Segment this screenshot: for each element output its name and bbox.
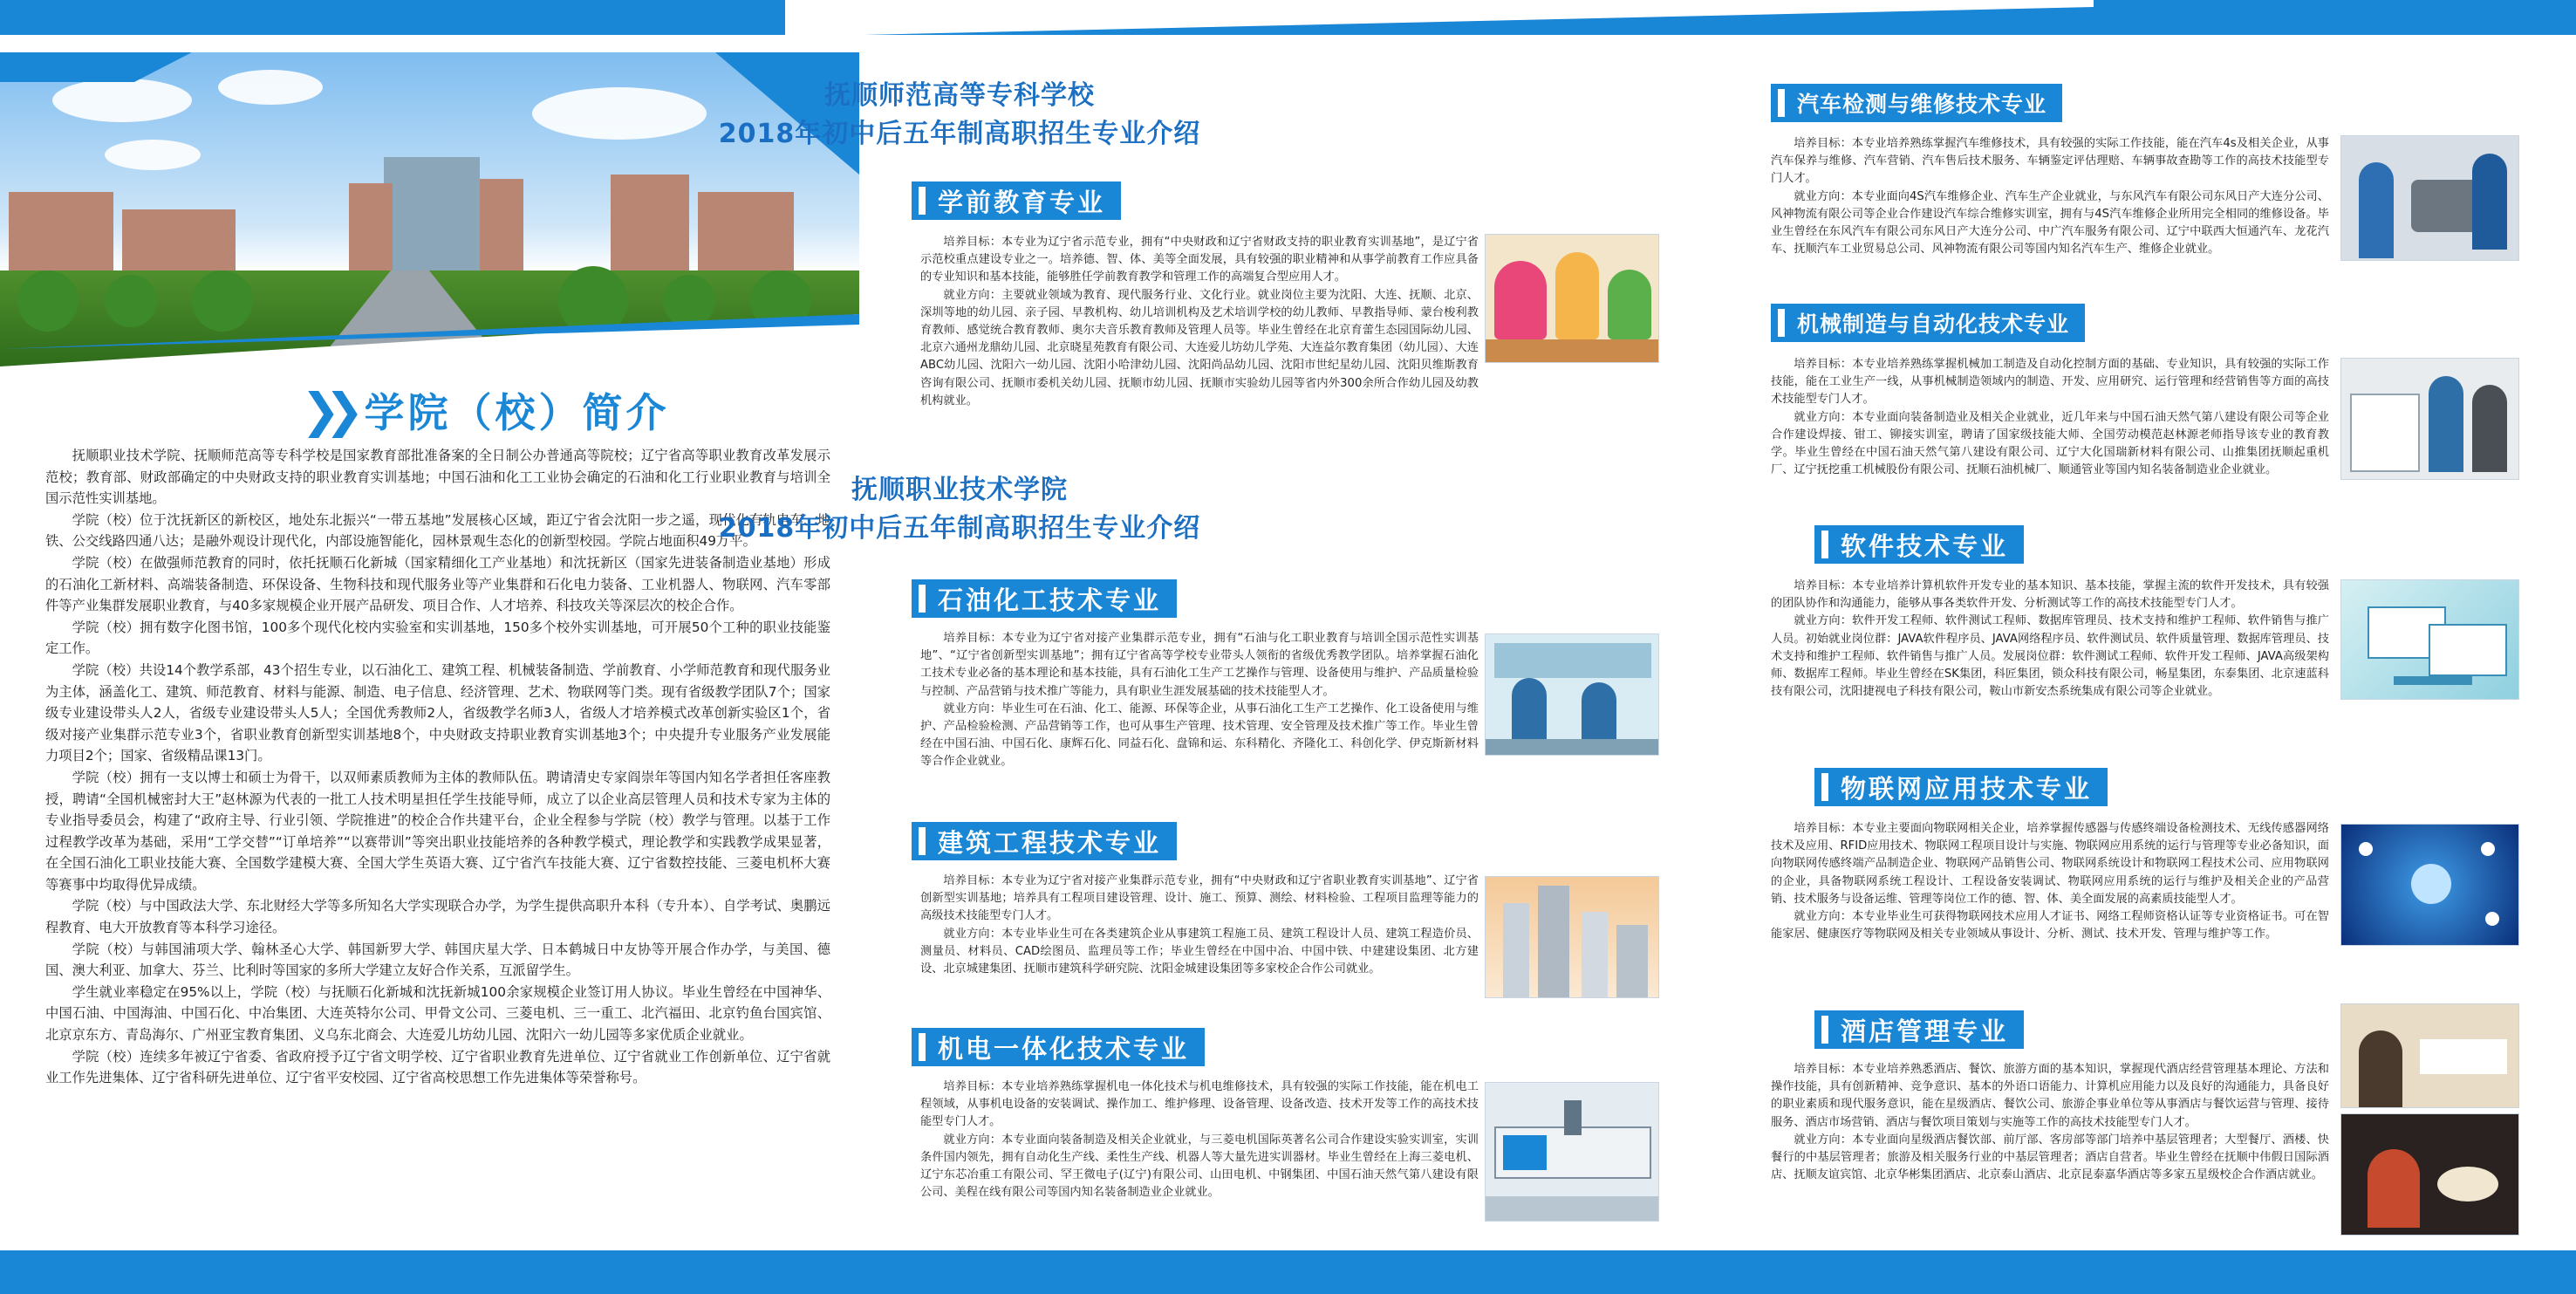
top-banner-wedge — [785, 0, 2094, 35]
major-auto-text — [1771, 135, 2329, 258]
intro-paragraph: 学院（校）位于沈抚新区的新校区，地处东北振兴“一带五基地”发展核心区域，距辽宁省会沈阳一步之遥，现代化有轨电车、地铁、公交线路四通八达；是融外观设计现代化，内部设施智能化，园林景观生态化的创新型校园。学院占地面积49万平。 — [45, 511, 830, 550]
headline-line: 2018年初中后五年制高职招生专业介绍 — [718, 513, 1201, 544]
iot-photo — [2340, 824, 2519, 946]
hotel-photo-1 — [2340, 1003, 2519, 1108]
major-preschool — [912, 181, 1121, 220]
petrochemical-photo — [1485, 633, 1659, 756]
major-paragraph: 就业方向：主要就业领域为教育、现代服务行业、文化行业。就业岗位主要为沈阳、大连、抚顺、北京、深圳等地的幼儿园、亲子园、早教机构、幼儿培训机构及艺术培训学校的幼儿教师、早教指导师、蒙台梭利教育教师、感觉统合教育教师、奥尔夫音乐教育教师及管理人员等。毕业生曾经在北京育蕾生态园国际幼儿园、北京六通州龙鼎幼儿园、北京晓星苑教育有限公司、大连爱儿坊幼儿学苑、大连益尔教育集团（幼儿园）、大连ABC幼儿园、沈阳六一幼儿园、沈阳小哈津幼儿园、沈阳尚品幼儿园、沈阳市世纪星幼儿园、沈阳贝维斯教育咨询有限公司、抚顺市委机关幼儿园、抚顺市幼儿园、抚顺市实验幼儿园等省内外300余所合作幼儿园及幼教机构就业。 — [920, 288, 1479, 407]
major-tag: 机械制造与自动化技术专业 — [1771, 304, 2085, 342]
intro-paragraph: 学生就业率稳定在95%以上，学院（校）与抚顺石化新城和沈抚新城100余家规模企业签订用人协议。毕业生曾经在中国神华、中国石油、中国海油、中国石化、中冶集团、大连英特尔公司、甲骨文公司、三菱电机、三一重工、北汽福田、北京钓鱼台国宾馆、北京京东方、青岛海尔、广州亚宝教育集团、义乌东北商会、大连爱儿坊幼儿园、沈阳六一幼儿园等多家优质企业就业。 — [45, 983, 830, 1044]
major-paragraph: 就业方向：本专业毕业生可获得物联网技术应用人才证书、网络工程师资格认证等专业资格证书。可在智能家居、健康医疗等物联网及相关专业领域从事设计、分析、测试、技术开发、管理与维护等工作。 — [1771, 910, 2329, 941]
major-hotel — [1814, 1010, 2024, 1049]
top-banner-bar — [0, 0, 2576, 35]
major-petrochemical-text — [920, 630, 1479, 771]
major-paragraph: 培养目标：本专业培养熟练掌握机械加工制造及自动化控制方面的基础、专业知识，具有较强的实际工作技能，能在工业生产一线，从事机械制造领域内的制造、开发、应用研究、运行管理和经营销售等方面的高技术技能型专门人才。 — [1771, 358, 2329, 407]
major-construction-text — [920, 873, 1479, 978]
construction-photo — [1485, 876, 1659, 998]
major-mechatronics-text — [920, 1078, 1479, 1202]
major-machinery — [1771, 304, 2085, 342]
headline-line: 2018年初中后五年制高职招生专业介绍 — [718, 119, 1201, 149]
major-mechatronics — [912, 1028, 1205, 1066]
major-software-text — [1771, 578, 2329, 701]
auto-photo — [2340, 135, 2519, 261]
vocational-college-headline — [584, 471, 1335, 548]
major-paragraph: 培养目标：本专业为辽宁省示范专业，拥有“中央财政和辽宁省财政支持的职业教育实训基地”，是辽宁省示范校重点建设专业之一。培养德、智、体、美等全面发展，具有较强的职业精神和从事学前教育工作应具备的专业知识和基本技能，能够胜任学前教育教学和管理工作的高端复合型应用人才。 — [920, 236, 1479, 284]
major-preschool-text — [920, 234, 1479, 410]
intro-paragraph: 学院（校）在做强师范教育的同时，依托抚顺石化新城（国家精细化工产业基地）和沈抚新区（国家先进装备制造业基地）形成的石油化工新材料、高端装备制造、环保设备、生物科技和现代服务业等产业集群和石化电力装备、工业机器人、物联网、汽车零部件等产业集群发展职业教育，与40多家规模企业开展产品研发、项目合作、人才培养、科技攻关等深层次的校企合作。 — [45, 554, 830, 614]
major-auto — [1771, 84, 2062, 122]
headline-line: 抚顺师范高等专科学校 — [824, 80, 1095, 111]
hotel-photo-2 — [2340, 1113, 2519, 1236]
major-paragraph: 就业方向：本专业毕业生可在各类建筑企业从事建筑工程施工员、建筑工程设计人员、建筑工程造价员、测量员、材料员、CAD绘图员、监理员等工作；毕业生曾经在中国中冶、中国中铁、中建建设集团、北方建设、北京城建集团、抚顺市建筑科学研究院、沈阳金城建设集团等多家校企合作公司就业。 — [920, 927, 1479, 976]
major-hotel-text — [1771, 1061, 2329, 1184]
major-paragraph: 就业方向：本专业面向星级酒店餐饮部、前厅部、客房部等部门培养中基层管理者；大型餐厅、酒楼、快餐行的中基层管理者；旅游及相关服务行业的中基层管理者；酒店自营者。毕业生曾经在抚顺中伟假日国际酒店、抚顺友谊宾馆、北京华彬集团酒店、北京泰山酒店、北京昆泰嘉华酒店等多家五星级校企合作酒店就业。 — [1771, 1133, 2329, 1182]
major-paragraph: 培养目标：本专业培养熟悉酒店、餐饮、旅游方面的基本知识，掌握现代酒店经营管理基本理论、方法和操作技能，具有创新精神、竞争意识、基本的外语口语能力、计算机应用能力以及良好的沟通能力，具备良好的职业素质和现代服务意识，能在星级酒店、餐饮公司、旅游企事业单位等从事酒店与餐饮运营与管理、接待服务、酒店市场营销、酒店与餐饮项目策划与实施等工作的高技术技能型专门人才。 — [1771, 1063, 2329, 1129]
major-paragraph: 培养目标：本专业为辽宁省对接产业集群示范专业，拥有“中央财政和辽宁省职业教育实训基地”、辽宁省创新型实训基地；培养具有工程项目建设管理、设计、施工、预算、测绘、材料检验、工程项目监理等能力的高级技术技能型专门人才。 — [920, 874, 1479, 923]
school-intro-title: 学院（校）简介 — [364, 389, 670, 436]
major-tag: 酒店管理专业 — [1814, 1010, 2024, 1049]
mechatronics-photo — [1485, 1082, 1659, 1222]
major-paragraph: 培养目标：本专业为辽宁省对接产业集群示范专业，拥有“石油与化工职业教育与培训全国示范性实训基地”、“辽宁省创新型实训基地”；拥有辽宁省高等学校专业带头人领衔的省级优秀教学团队。培养掌握石油化工技术专业必备的基本理论和基本技能，具有石油化工生产工艺操作与管理、设备使用与维护、产品质量检验与控制、产品营销与技术推广等能力，具有职业生涯发展基础的技术技能型人才。 — [920, 632, 1479, 698]
major-paragraph: 就业方向：软件开发工程师、软件测试工程师、数据库管理员、技术支持和维护工程师、软件销售与推广人员。初始就业岗位群：JAVA软件程序员、JAVA网络程序员、软件测试员、软件质量管理、数据库管理员、技术支持和维护工程师、软件销售与推广人员。发展岗位群：软件测试工程师、软件开发工程师、JAVA高级架构师、数据库工程师。毕业生曾经在SK集团，科匠集团，锁众科技有限公司，畅星集团，东泰集团、北京速蓝科技有限公司，沈阳捷视电子科技有限公司，鞍山市新安杰系统集成有限公司等企业就业。 — [1771, 614, 2329, 699]
normal-college-headline — [584, 77, 1335, 154]
intro-paragraph: 学院（校）与中国政法大学、东北财经大学等多所知名大学实现联合办学，为学生提供高职升本科（专升本）、自学考试、奥鹏远程教育、电大开放教育等本科学习途径。 — [45, 898, 830, 936]
preschool-photo — [1485, 234, 1659, 363]
major-iot — [1814, 768, 2108, 806]
major-tag: 软件技术专业 — [1814, 525, 2024, 564]
school-intro-heading — [301, 380, 670, 441]
major-machinery-text — [1771, 356, 2329, 479]
major-paragraph: 就业方向：本专业面向装备制造及相关企业就业，与三菱电机国际英著名公司合作建设实验实训室，实训条件国内领先，拥有自动化生产线、柔性生产线、机器人等大量先进实训器材。毕业生曾经在上海三菱电机、辽宁东芯冶重工有限公司、罕王微电子(辽宁)有限公司、山田电机、中钢集团、中国石油天然气第八建设有限公司、美程在线有限公司等国内知名装备制造业企业就业。 — [920, 1133, 1479, 1200]
headline-line: 抚顺职业技术学院 — [851, 475, 1068, 505]
major-paragraph: 就业方向：本专业面向4S汽车维修企业、汽车生产企业就业，与东风汽车有限公司东风日产大连分公司、风神物流有限公司等企业合作建设汽车综合维修实训室，拥有与4S汽车维修企业所用完全相同的维修设备。毕业生曾经在东风汽车有限公司东风日产大连分公司、中广汽车服务有限公司、辽宁中联西大恒通汽车、龙花汽车、抚顺汽车工业贸易总公司、风神物流有限公司等国内知名汽车生产、维修企业就业。 — [1771, 189, 2329, 257]
major-software — [1814, 525, 2024, 564]
intro-paragraph: 学院（校）拥有数字化图书馆，100多个现代化校内实验室和实训基地，150多个校外实训基地，可开展50个工种的职业技能鉴定工作。 — [45, 619, 830, 657]
major-paragraph: 培养目标：本专业培养熟练掌握汽车维修技术，具有较强的实际工作技能，能在汽车4s及相关企业，从事汽车保养与维修、汽车营销、汽车售后技术服务、车辆鉴定评估理赔、车辆事故查勘等工作的高技术技能型专门人才。 — [1771, 137, 2329, 186]
major-construction — [912, 822, 1177, 860]
major-paragraph: 培养目标：本专业主要面向物联网相关企业，培养掌握传感器与传感终端设备检测技术、无线传感器网络技术及应用、RFID应用技术、物联网工程项目设计与实施、物联网应用系统的运行与管理等专业必备知识，面向物联网传感终端产品制造企业、物联网产品销售公司、物联网系统设计和物联网工程技术公司、应用物联网的企业，具备物联网系统工程设计、工程设备安装调试、物联网应用系统的运行与维护及相关企业的产品营销、技术服务与设备运维、管理等岗位工作的德、智、体、美全面发展的高素质技能型人才。 — [1771, 822, 2329, 906]
major-tag: 汽车检测与维修技术专业 — [1771, 84, 2062, 122]
major-tag: 建筑工程技术专业 — [912, 822, 1177, 860]
machinery-photo — [2340, 358, 2519, 480]
major-paragraph: 就业方向：毕业生可在石油、化工、能源、环保等企业，从事石油化工生产工艺操作、化工设备使用与维护、产品检验检测、产品营销等工作，也可从事生产管理、技术管理、安全管理及技术推广等工作。毕业生曾经在中国石油、中国石化、康辉石化、同益石化、盘锦和运、东科精化、齐隆化工、科创化学、伊克斯新材料等合作企业就业。 — [920, 702, 1479, 769]
major-tag: 物联网应用技术专业 — [1814, 768, 2108, 806]
intro-paragraph: 学院（校）共设14个教学系部，43个招生专业，以石油化工、建筑工程、机械装备制造、学前教育、小学师范教育和现代服务业为主体，涵盖化工、建筑、师范教育、材料与能源、制造、电子信息、经济管理、艺术、物联网等门类。现有省级教学团队7个；国家级专业建设带头人2人，省级专业建设带头人5人；全国优秀教师2人，省级教学名师3人，省级人才培养模式改革创新实验区1个，省级对接产业集群示范专业3个，省职业教育创新型实训基地8个，中央财政支持职业教育实训基地3个；中央提升专业服务产业发展能力项目2个；国家、省级精品课13门。 — [45, 661, 830, 764]
bottom-banner-bar — [0, 1250, 2576, 1294]
intro-paragraph: 学院（校）与韩国浦项大学、翰林圣心大学、韩国新罗大学、韩国庆星大学、日本鹤城日中友协等开展合作办学，与美国、德国、澳大利亚、加拿大、芬兰、比利时等国家的多所大学建立友好合作关系，互派留学生。 — [45, 941, 830, 979]
major-tag: 石油化工技术专业 — [912, 579, 1177, 618]
intro-paragraph: 抚顺职业技术学院、抚顺师范高等专科学校是国家教育部批准备案的全日制公办普通高等院校；辽宁省高等职业教育改革发展示范校；教育部、财政部确定的中央财政支持的职业教育实训基地；中国石油和化工工业协会确定的石油和化工行业职业教育与培训全国示范性实训基地。 — [45, 448, 830, 507]
major-petrochemical — [912, 579, 1177, 618]
major-paragraph: 就业方向：本专业面向装备制造业及相关企业就业，近几年来与中国石油天然气第八建设有限公司等企业合作建设焊接、钳工、铆接实训室，聘请了国家级技能大师、全国劳动模范赵林源老师指导该专业的教育教学。毕业生曾经在中国石油天然气第八建设有限公司、辽宁大化国瑞新材料有限公司、山推集团抚顺起重机厂、辽宁抚挖重工机械股份有限公司、抚顺石油机械厂、顺通管业等国内知名装备制造业企业就业。 — [1771, 410, 2329, 477]
software-photo — [2340, 579, 2519, 700]
major-tag: 机电一体化技术专业 — [912, 1028, 1205, 1066]
major-paragraph: 培养目标：本专业培养计算机软件开发专业的基本知识、基本技能，掌握主流的软件开发技术，具有较强的团队协作和沟通能力，能够从事各类软件开发、分析测试等工作的高技术技能型专门人才。 — [1771, 579, 2329, 611]
intro-paragraph: 学院（校）连续多年被辽宁省委、省政府授予辽宁省文明学校、辽宁省职业教育先进单位、辽宁省就业工作创新单位、辽宁省就业工作先进集体、辽宁省科研先进单位、辽宁省平安校园、辽宁省高校思想工作先进集体等荣誉称号。 — [45, 1048, 830, 1086]
chevron-right-icon: ❯❯ — [301, 382, 349, 438]
major-iot-text — [1771, 820, 2329, 943]
major-paragraph: 培养目标：本专业培养熟练掌握机电一体化技术与机电维修技术，具有较强的实际工作技能，能在机电工程领域，从事机电设备的安装调试、操作加工、维护修理、设备管理、设备改造、技术开发等工作的高技术技能型专门人才。 — [920, 1080, 1479, 1129]
major-tag: 学前教育专业 — [912, 181, 1121, 220]
intro-paragraph: 学院（校）拥有一支以博士和硕士为骨干，以双师素质教师为主体的教师队伍。聘请清史专家阎崇年等国内知名学者担任客座教授，聘请“全国机械密封大王”赵林源为代表的一批工人技术明星担任学生技能导师，成立了以企业高层管理人员和技术专家为主体的专业指导委员会，构建了“政府主导、行业引领、学院推进”的校企合作共建平台，企业全程参与学院（校）教学与管理。以基于工作过程教学改革为基础，采用“工学交替”“订单培养”“以赛带训”等突出职业技能培养的各种教学模式，理论教学和实践教学成果显著，在全国石油化工职业技能大赛、全国数学建模大赛、全国大学生英语大赛、辽宁省汽车技能大赛、辽宁省数控技能、三菱电机杯大赛等赛事中均取得优异成绩。 — [45, 769, 830, 893]
